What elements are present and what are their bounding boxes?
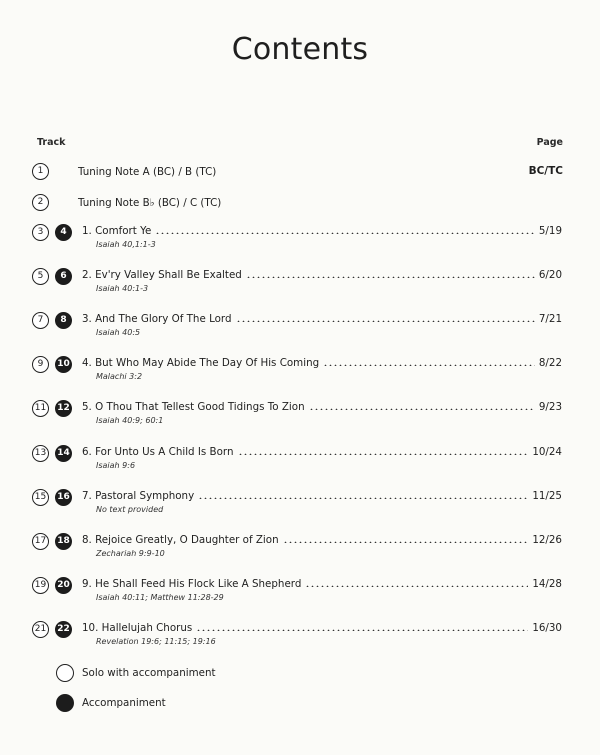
entry-line [82, 489, 562, 503]
dot-leader [246, 268, 535, 278]
page-number: 10/24 [532, 445, 562, 458]
dot-leader [236, 312, 535, 322]
legend-accompaniment-label: Accompaniment [82, 697, 166, 709]
movement-title: 5. O Thou That Tellest Good Tidings To Zion [82, 401, 305, 414]
page-number: 7/21 [538, 313, 562, 326]
solo-track-number: 11 [32, 400, 49, 417]
tuning-label: Tuning Note B♭ (BC) / C (TC) [78, 197, 222, 209]
page-number: 16/30 [532, 621, 562, 634]
solo-track-number: 17 [32, 533, 49, 550]
solo-track-number: 7 [32, 312, 49, 329]
page-number: 5/19 [538, 225, 562, 237]
scripture-reference: Revelation 19:6; 11:15; 19:16 [96, 636, 216, 646]
solo-track-number: 2 [32, 194, 49, 211]
accompaniment-track-number: 10 [55, 356, 72, 373]
accompaniment-track-number: 12 [55, 400, 72, 417]
entry-line [82, 577, 562, 591]
scripture-reference: Isaiah 40:9; 60:1 [96, 416, 164, 426]
entry-line [82, 445, 562, 459]
dot-leader [309, 400, 535, 410]
dot-leader [323, 356, 535, 366]
track-row[interactable] [0, 445, 600, 481]
movement-title: 9. He Shall Feed His Flock Like A Shepherd [82, 577, 302, 590]
track-row[interactable] [0, 621, 600, 657]
track-column-header: Track [37, 137, 66, 148]
filled-circle-icon [56, 694, 74, 712]
entry-line [82, 312, 562, 326]
scripture-reference: No text provided [96, 504, 164, 514]
track-row[interactable] [0, 268, 600, 304]
solo-track-number: 13 [32, 445, 49, 462]
page-number: 14/28 [532, 577, 562, 590]
solo-track-number: 21 [32, 621, 49, 638]
page-number: 11/25 [532, 489, 562, 502]
scripture-reference: Zechariah 9:9-10 [96, 548, 165, 558]
solo-track-number: 5 [32, 268, 49, 285]
track-row[interactable] [0, 312, 600, 348]
movement-title: 2. Ev'ry Valley Shall Be Exalted [82, 269, 242, 282]
track-row[interactable] [0, 489, 600, 525]
accompaniment-track-number: 22 [55, 621, 72, 638]
page-title: Contents [231, 32, 369, 67]
page-number: 6/20 [538, 269, 562, 282]
page-number: 12/26 [532, 533, 562, 546]
movement-title: 3. And The Glory Of The Lord [82, 313, 232, 326]
movement-title: 6. For Unto Us A Child Is Born [82, 445, 234, 458]
entry-line [82, 268, 562, 282]
entry-line [82, 533, 562, 547]
dot-leader [198, 489, 528, 499]
scripture-reference: Malachi 3:2 [96, 372, 143, 382]
page-number: 8/22 [538, 357, 562, 370]
scripture-reference: Isaiah 40:5 [96, 328, 141, 338]
track-row[interactable] [0, 400, 600, 436]
solo-track-number: 9 [32, 356, 49, 373]
tuning-label: Tuning Note A (BC) / B (TC) [78, 166, 217, 178]
dot-leader [196, 621, 528, 631]
solo-track-number: 19 [32, 577, 49, 594]
entry-line [82, 621, 562, 635]
solo-track-number: 1 [32, 163, 49, 180]
accompaniment-track-number: 14 [55, 445, 72, 462]
scripture-reference: Isaiah 40,1:1-3 [96, 240, 156, 249]
scripture-reference: Isaiah 40:11; Matthew 11:28-29 [96, 592, 224, 602]
accompaniment-track-number: 6 [55, 268, 72, 285]
track-row[interactable] [0, 224, 600, 260]
dot-leader [155, 224, 535, 234]
page-column-header: Page [536, 137, 563, 148]
accompaniment-track-number: 20 [55, 577, 72, 594]
open-circle-icon [56, 664, 74, 682]
entry-line [82, 400, 562, 414]
track-row[interactable] [0, 533, 600, 569]
accompaniment-track-number: 8 [55, 312, 72, 329]
accompaniment-track-number: 16 [55, 489, 72, 506]
dot-leader [283, 533, 529, 543]
legend-solo [56, 663, 216, 683]
dot-leader [238, 445, 529, 455]
legend-solo-label: Solo with accompaniment [82, 667, 216, 679]
scripture-reference: Isaiah 9:6 [96, 460, 136, 470]
movement-title: 1. Comfort Ye [82, 225, 152, 237]
accompaniment-track-number: 4 [55, 224, 72, 241]
movement-title: 4. But Who May Abide The Day Of His Coming [82, 357, 320, 370]
movement-title: 10. Hallelujah Chorus [82, 621, 193, 634]
page-number: 9/23 [538, 401, 562, 414]
accompaniment-track-number: 18 [55, 533, 72, 550]
movement-title: 8. Rejoice Greatly, O Daughter of Zion [82, 533, 279, 546]
scripture-reference: Isaiah 40:1-3 [96, 284, 149, 294]
legend-accompaniment [56, 693, 166, 713]
track-row[interactable] [0, 356, 600, 392]
bc-tc-label: BC/TC [528, 165, 563, 177]
entry-line [82, 356, 562, 370]
track-row[interactable] [0, 577, 600, 613]
solo-track-number: 3 [32, 224, 49, 241]
entry-line [82, 224, 562, 238]
solo-track-number: 15 [32, 489, 49, 506]
dot-leader [305, 577, 528, 587]
movement-title: 7. Pastoral Symphony [82, 489, 195, 502]
